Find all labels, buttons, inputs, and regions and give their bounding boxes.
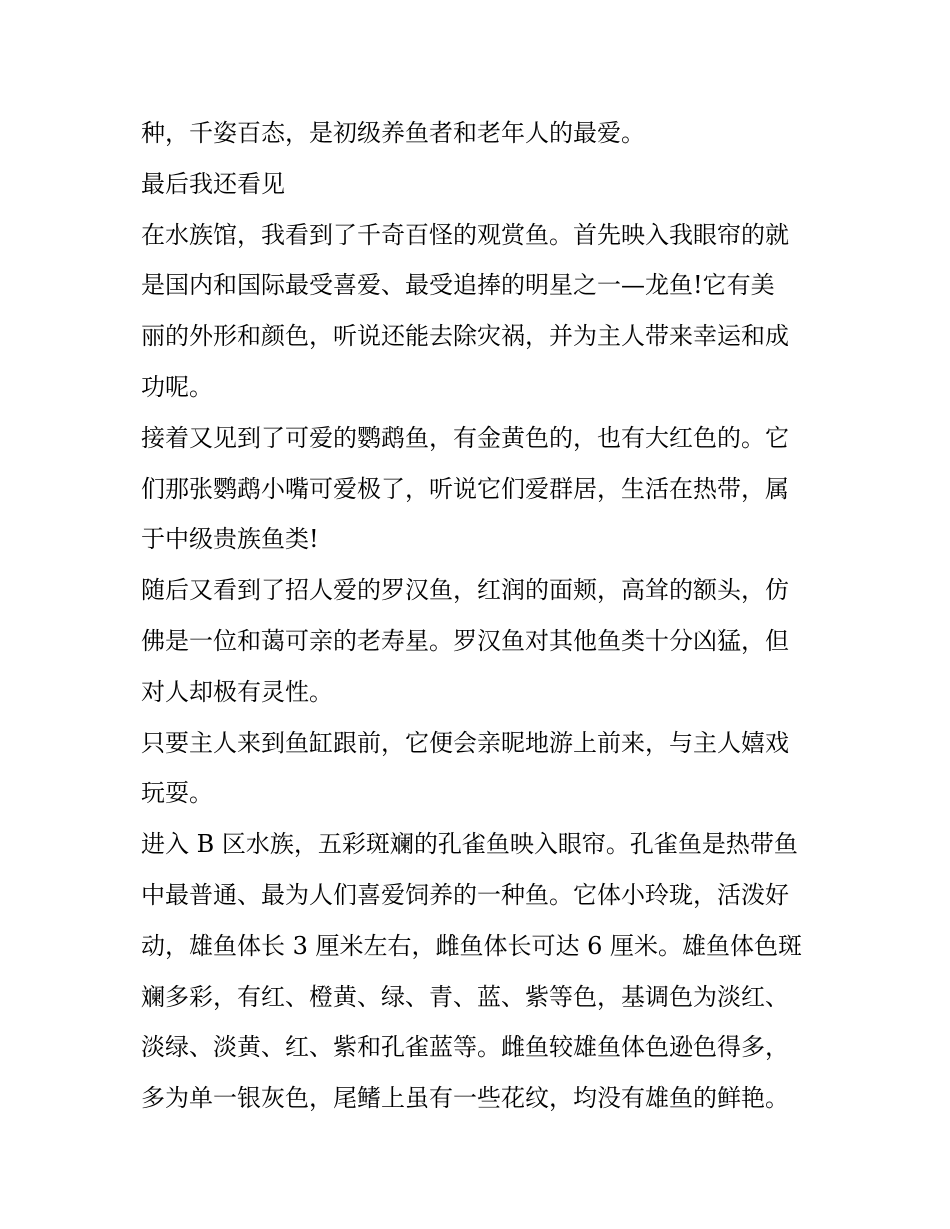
text-line: 在水族馆，我看到了千奇百怪的观赏鱼。首先映入我眼帘的就 <box>141 220 789 249</box>
text-line: 随后又看到了招人爱的罗汉鱼，红润的面颊，高耸的额头，仿 <box>141 576 789 605</box>
text-line: 只要主人来到鱼缸跟前，它便会亲昵地游上前来，与主人嬉戏 <box>141 728 789 757</box>
text-line: 斓多彩，有红、橙黄、绿、青、蓝、紫等色，基调色为淡红、 <box>141 982 789 1011</box>
text-line: 佛是一位和蔼可亲的老寿星。罗汉鱼对其他鱼类十分凶猛，但 <box>141 626 789 655</box>
text-line: 是国内和国际最受喜爱、最受追捧的明星之一—龙鱼!它有美 <box>141 271 775 300</box>
text-line: 淡绿、淡黄、红、紫和孔雀蓝等。雌鱼较雄鱼体色逊色得多， <box>141 1033 789 1062</box>
text-line: 丽的外形和颜色，听说还能去除灾祸，并为主人带来幸运和成 <box>141 322 789 351</box>
text-line: 动，雄鱼体长 3 厘米左右，雌鱼体长可达 6 厘米。雄鱼体色斑 <box>141 931 803 960</box>
text-line: 最后我还看见 <box>141 169 285 198</box>
text-line: 于中级贵族鱼类! <box>141 525 319 554</box>
text-line: 玩耍。 <box>141 779 213 808</box>
text-line: 们那张鹦鹉小嘴可爱极了，听说它们爱群居，生活在热带，属 <box>141 474 789 503</box>
text-line: 中最普通、最为人们喜爱饲养的一种鱼。它体小玲珑，活泼好 <box>141 880 789 909</box>
text-line: 接着又见到了可爱的鹦鹉鱼，有金黄色的，也有大红色的。它 <box>141 423 789 452</box>
text-line: 种，千姿百态，是初级养鱼者和老年人的最爱。 <box>141 119 645 147</box>
text-line: 多为单一银灰色，尾鳍上虽有一些花纹，均没有雄鱼的鲜艳。 <box>141 1084 789 1113</box>
document-body <box>141 108 821 1124</box>
text-line: 对人却极有灵性。 <box>141 677 333 706</box>
text-line: 功呢。 <box>141 372 213 401</box>
text-line: 进入 B 区水族，五彩斑斓的孔雀鱼映入眼帘。孔雀鱼是热带鱼 <box>141 830 798 859</box>
